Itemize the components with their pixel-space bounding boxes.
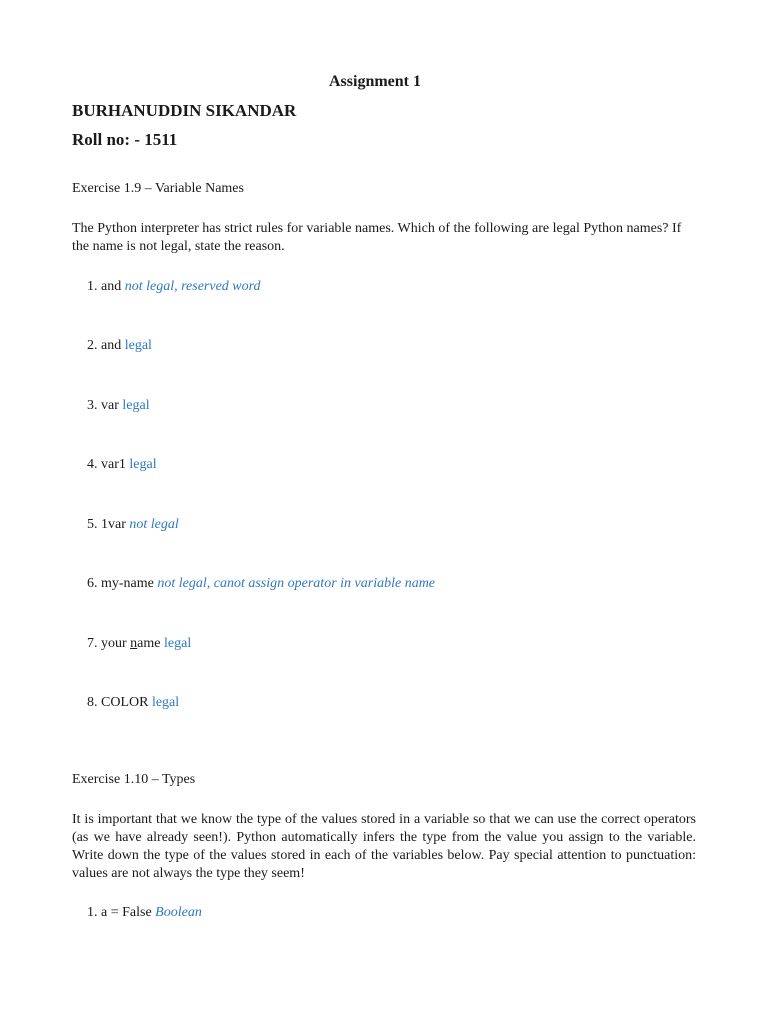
answer-text: legal — [164, 636, 192, 651]
variable-name: and — [101, 279, 122, 294]
item-number: 8. — [87, 695, 98, 710]
list-item — [87, 517, 179, 533]
variable-name: my-name — [101, 576, 154, 591]
exercise-heading: Exercise 1.9 – Variable Names — [72, 181, 244, 196]
answer-text: legal — [151, 695, 180, 710]
variable-name: 1var — [101, 517, 126, 532]
list-item — [87, 576, 435, 592]
exercise-heading: Exercise 1.10 – Types — [72, 772, 196, 787]
page-title: Assignment 1 — [328, 73, 421, 90]
item-number: 1. — [87, 905, 98, 920]
list-item — [87, 457, 157, 473]
answer-text: not legal, canot assign operator in variable name — [157, 576, 436, 591]
exercise-intro: It is important that we know the type of the values stored in a variable so that we can use the correct operators (as we have already seen!). Python automatically infers the type from the value you assign to the variable. Write down the type of the values stored in each of the variables below. Pay special attention to punctuation: values are not always the type they seem! — [72, 812, 696, 881]
answer-text: legal — [122, 398, 150, 413]
list-item — [87, 636, 191, 652]
student-name: BURHANUDDIN SIKANDAR — [72, 101, 297, 120]
item-number: 7. — [87, 636, 98, 651]
item-number: 1. — [87, 279, 98, 294]
list-item — [87, 905, 202, 921]
item-number: 2. — [87, 338, 98, 353]
variable-name: var1 — [101, 457, 126, 472]
list-item — [87, 398, 150, 414]
variable-name: COLOR — [101, 695, 149, 710]
list-item — [87, 279, 261, 295]
answer-text: legal — [129, 457, 157, 472]
variable-name: and — [101, 338, 122, 353]
item-number: 4. — [87, 457, 98, 472]
item-number: 5. — [87, 517, 98, 532]
answer-text: not legal — [129, 517, 179, 532]
variable-name: var — [101, 398, 119, 413]
item-number: 3. — [87, 398, 98, 413]
answer-text: Boolean — [155, 905, 202, 920]
variable-name: your name — [101, 636, 161, 651]
item-number: 6. — [87, 576, 98, 591]
exercise-intro: The Python interpreter has strict rules for variable names. Which of the following are legal Python names? If the name is not legal, state the reason. — [72, 221, 682, 254]
answer-text: legal — [124, 338, 152, 353]
expression: a = False — [101, 905, 152, 920]
list-item — [87, 695, 179, 711]
answer-text: not legal, reserved word — [124, 279, 261, 294]
roll-number: Roll no: - 1511 — [72, 130, 178, 149]
list-item — [87, 338, 152, 354]
